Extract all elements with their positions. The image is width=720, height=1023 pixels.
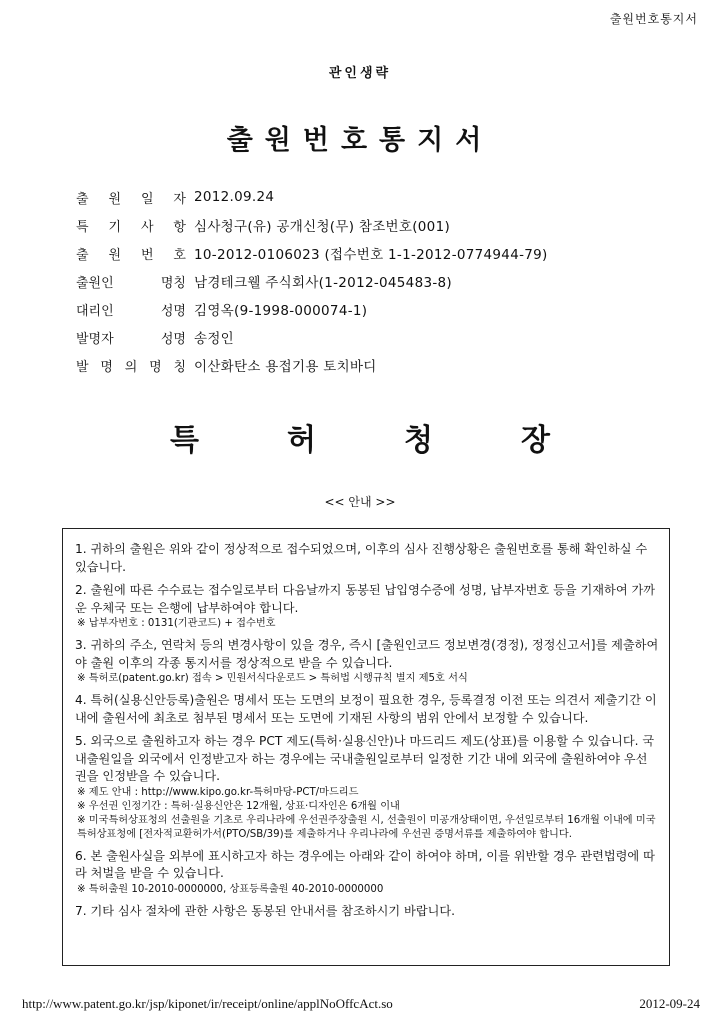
field-label-part: 발명자 <box>76 331 114 347</box>
field-label <box>76 328 194 347</box>
office-char: 청 <box>404 423 433 458</box>
office-char: 특 <box>170 423 200 458</box>
header-document-type: 출원번호통지서 <box>609 12 698 26</box>
field-label-part: 항 <box>173 219 186 235</box>
field-label-part: 대리인 <box>76 303 114 319</box>
field-value: 심사청구(유) 공개신청(무) 참조번호(001) <box>194 219 451 235</box>
notice-item-6-note: ※ 특허출원 10-2010-0000000, 상표등록출원 40-2010-0000000 <box>77 883 384 895</box>
field-label <box>76 188 194 207</box>
notice-item-2-note: ※ 납부자번호 : 0131(기관코드) + 접수번호 <box>77 618 276 629</box>
field-label-part: 번 <box>140 247 154 263</box>
field-row <box>76 267 676 295</box>
notice-item-5: 5. 외국으로 출원하고자 하는 경우 PCT 제도(특허·실용신안)나 마드리드 제도(상표)를 이용할 수 있습니다. 국내출원일을 외국에서 인정받고자 하는 경우에는 국내출원일로부터 일정한 기간 내에 외국에 출원하여야 우선권을 인정받을 수 있습니다. <box>75 734 655 783</box>
field-label-part: 출 <box>76 191 89 207</box>
field-label <box>76 356 194 375</box>
application-fields <box>76 183 676 379</box>
field-label-part: 원 <box>108 191 122 207</box>
field-label-part: 일 <box>140 191 154 207</box>
notice-item-6: 6. 본 출원사실을 외부에 표시하고자 하는 경우에는 아래와 같이 하여야 하며, 이를 위반할 경우 관련법령에 따라 처벌을 받을 수 있습니다. <box>75 848 655 880</box>
office-char: 허 <box>287 423 316 458</box>
field-label <box>76 300 194 319</box>
guide-heading: << 안내 >> <box>324 495 396 509</box>
notice-item-5-note-2: ※ 우선권 인정기간 : 특허·실용신안은 12개월, 상표·디자인은 6개월 이내 <box>77 800 400 812</box>
field-label-part: 칭 <box>173 359 186 375</box>
field-row <box>76 239 676 267</box>
field-label-part: 출 <box>76 247 89 263</box>
field-label-part: 명 <box>149 359 162 375</box>
notice-item-3: 3. 귀하의 주소, 연락처 등의 변경사항이 있을 경우, 즉시 [출원인코드 정보변경(경정), 정정신고서]를 제출하여야 출원 이후의 각종 통지서를 정상적으로 받을 수 있습니다. <box>75 638 659 670</box>
footer-url: http://www.patent.go.kr/jsp/kiponet/ir/receipt/online/applNoOffcAct.so <box>22 996 393 1011</box>
field-value: 남경테크웰 주식회사(1-2012-045483-8) <box>194 275 452 291</box>
field-label-part: 성명 <box>160 331 186 347</box>
field-row <box>76 183 676 211</box>
notice-item-3-note: ※ 특허로(patent.go.kr) 접속 > 민원서식다운로드 > 특허법 시행규칙 별지 제5호 서식 <box>77 673 468 684</box>
field-label-part: 자 <box>173 191 186 207</box>
field-value: 김영옥(9-1998-000074-1) <box>194 303 368 319</box>
field-value: 10-2012-0106023 (접수번호 1-1-2012-0774944-79) <box>194 247 548 263</box>
field-label <box>76 272 194 291</box>
notice-item-4: 4. 특허(실용신안등록)출원은 명세서 또는 도면의 보정이 필요한 경우, 등록결정 이전 또는 의견서 제출기간 이내에 출원서에 최초로 첨부된 명세서 또는 도면에 기재된 사항의 범위 안에서 보정할 수 있습니다. <box>75 693 657 725</box>
notice-item-1: 1. 귀하의 출원은 위와 같이 정상적으로 접수되었으며, 이후의 심사 진행상황은 출원번호를 통해 확인하실 수 있습니다. <box>75 542 648 574</box>
office-char: 장 <box>520 423 550 458</box>
field-label-part: 명칭 <box>160 275 186 291</box>
field-row <box>76 295 676 323</box>
notice-item-2: 2. 출원에 따른 수수료는 접수일로부터 다음날까지 동봉된 납입영수증에 성명, 납부자번호 등을 기재하여 가까운 우체국 또는 은행에 납부하여야 합니다. <box>75 583 656 615</box>
field-label-part: 특 <box>76 219 89 235</box>
field-row <box>76 211 676 239</box>
field-label <box>76 216 194 235</box>
field-label-part: 출원인 <box>76 275 114 291</box>
field-label-part: 발 <box>76 359 89 375</box>
seal-omitted-note: 관인생략 <box>328 66 392 81</box>
field-row <box>76 351 676 379</box>
notice-item-7: 7. 기타 심사 절차에 관한 사항은 동봉된 안내서를 참조하시기 바랍니다. <box>75 903 456 918</box>
field-value: 이산화탄소 용접기용 토치바디 <box>194 359 377 375</box>
field-label-part: 호 <box>173 247 186 263</box>
field-label-part: 성명 <box>160 303 186 319</box>
field-label <box>76 244 194 263</box>
field-value: 송정인 <box>194 331 235 347</box>
field-row <box>76 323 676 351</box>
field-label-part: 의 <box>124 359 138 375</box>
field-label-part: 기 <box>108 219 122 235</box>
field-label-part: 사 <box>140 219 154 235</box>
notice-item-5-note-1: ※ 제도 안내 : http://www.kipo.go.kr-특허마당-PCT/마드리드 <box>77 786 359 798</box>
field-label-part: 명 <box>100 359 113 375</box>
field-label-part: 원 <box>108 247 122 263</box>
notice-box <box>62 528 670 966</box>
footer-date: 2012-09-24 <box>639 996 700 1011</box>
field-value: 2012.09.24 <box>194 189 275 205</box>
issuing-office <box>0 415 720 459</box>
notice-item-5-note-3: ※ 미국특허상표청의 선출원을 기초로 우리나라에 우선권주장출원 시, 선출원이 미공개상태이면, 우선일로부터 16개월 이내에 미국특허상표청에 [전자적교환허가서(PTO/SB/39)를 제출하거나 우리나라에 우선권 증명서류를 제출하여야 합니다. <box>77 814 656 840</box>
document-title: 출원번호통지서 <box>226 125 494 156</box>
